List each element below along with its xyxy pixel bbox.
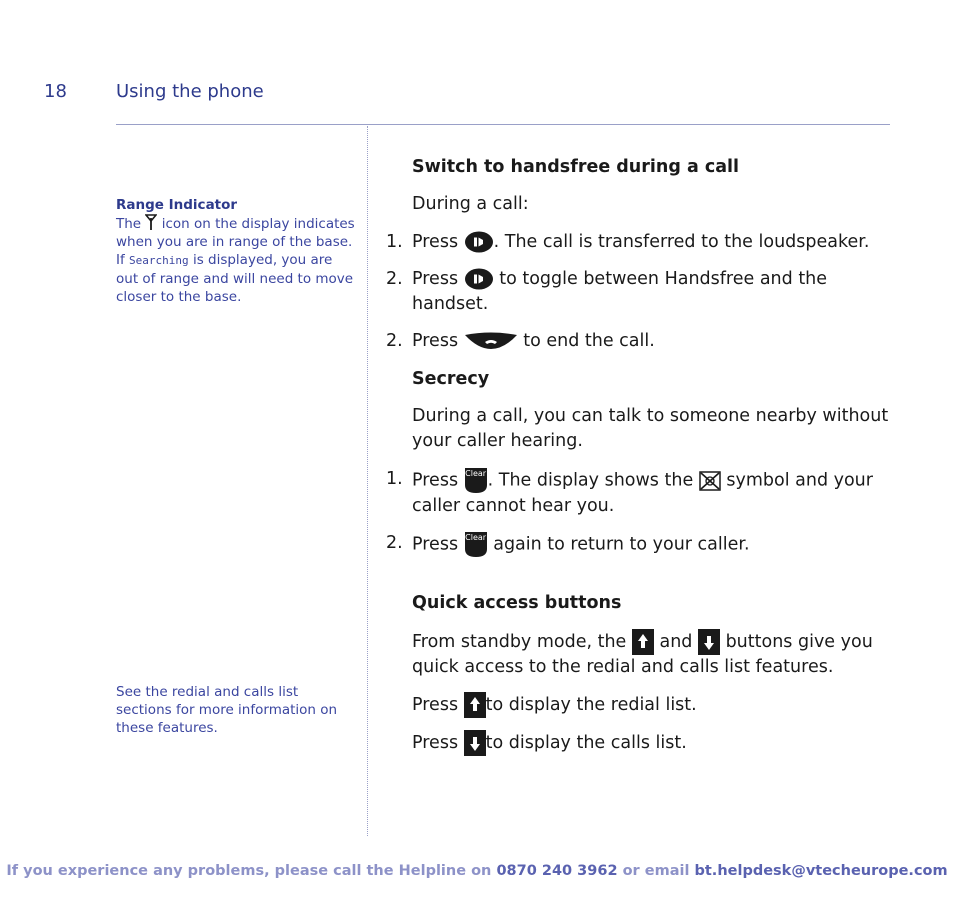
range-indicator-title: Range Indicator [116, 197, 238, 213]
header-rule [116, 124, 890, 125]
down-arrow-button-icon [698, 629, 720, 655]
secrecy-step-2: 2. Press Clear again to return to your caller. [412, 531, 892, 558]
range-indicator-text: The icon on the display indicates when you are in range of the base. If Searching is displayed, you are out of range and will need to move closer to the base. [116, 216, 355, 305]
searching-display-text: Searching [129, 254, 189, 267]
handsfree-step-2: 2. Press to toggle between Handsfree and the handset. [386, 269, 828, 314]
handsfree-button-icon [464, 231, 494, 253]
handsfree-heading: Switch to handsfree during a call [412, 157, 740, 177]
mute-symbol-icon [699, 471, 721, 491]
up-arrow-button-icon [632, 629, 654, 655]
redial-note: See the redial and calls list sections for more information on these features. [116, 684, 338, 736]
handsfree-step-1: 1. Press . The call is transferred to the loudspeaker. [386, 232, 870, 252]
range-indicator-note [116, 196, 356, 306]
clear-button-icon: Clear [464, 531, 488, 558]
helpline-phone: 0870 240 3962 [496, 863, 618, 879]
handsfree-section [386, 155, 892, 354]
up-arrow-button-icon [464, 692, 486, 718]
secrecy-section [386, 367, 892, 558]
column-divider [367, 126, 368, 836]
handsfree-button-icon [464, 268, 494, 290]
helpline-footer: If you experience any problems, please call the Helpline on 0870 240 3962 or email bt.helpdesk@vtecheurope.com [6, 863, 948, 879]
clear-button-icon: Clear [464, 467, 488, 494]
secrecy-step-1: 1. Press Clear . The display shows the symbol and your caller cannot hear you. [386, 469, 873, 516]
antenna-icon [145, 214, 157, 230]
quick-access-section [412, 591, 892, 756]
handsfree-step-3: 2. Press to end the call. [386, 331, 655, 351]
secrecy-intro: During a call, you can talk to someone nearby without your caller hearing. [412, 406, 889, 451]
page-number: 18 [44, 81, 67, 102]
end-call-button-icon [464, 332, 518, 350]
calls-list-instruction: Press to display the calls list. [412, 730, 892, 756]
handsfree-intro: During a call: [412, 194, 529, 214]
helpline-email[interactable]: bt.helpdesk@vtecheurope.com [694, 863, 948, 879]
page-title: Using the phone [116, 81, 264, 102]
down-arrow-button-icon [464, 730, 486, 756]
redial-instruction: Press to display the redial list. [412, 692, 892, 718]
secrecy-heading: Secrecy [412, 369, 490, 389]
quick-access-heading: Quick access buttons [412, 593, 622, 613]
quick-access-intro: From standby mode, the and buttons give you quick access to the redial and calls list features. [412, 629, 892, 680]
